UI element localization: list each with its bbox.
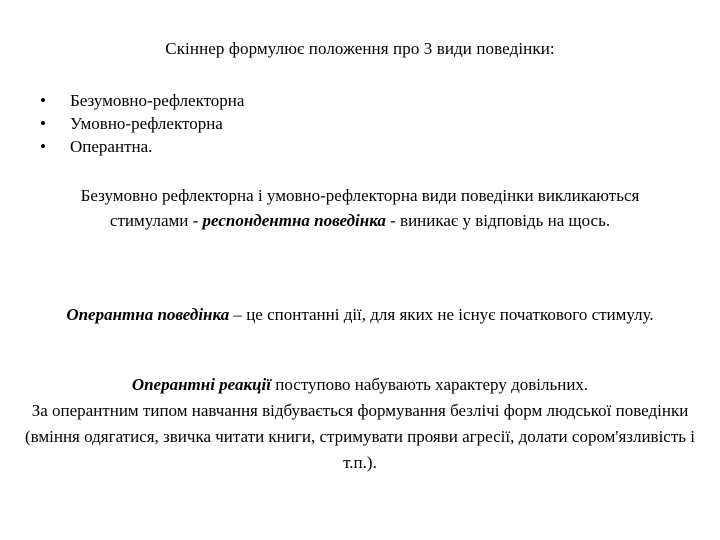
list-item (40, 135, 244, 158)
respondent-paragraph (60, 183, 660, 233)
respondent-text-end: - виникає у відповідь на щось. (385, 211, 611, 230)
operant-reactions-term: Оперантні реакції (131, 375, 271, 394)
operant-paragraph (40, 302, 680, 327)
operant-learning-text: За оперантним типом навчання відбувається формування безлічі форм людської поведінки (вміння одягатися, звичка читати книги, стримувати прояви агресії, долати сором'язливість і т.п.). (24, 401, 696, 472)
list-item-label: Умовно-рефлекторна (70, 114, 223, 133)
bullet-icon: • (40, 137, 46, 156)
operant-reactions-text: поступово набувають характеру довільних. (271, 375, 589, 394)
slide-title: Скіннер формулює положення про 3 види поведінки: (165, 39, 555, 58)
behavior-types-list (40, 89, 244, 158)
list-item (40, 112, 244, 135)
list-item-label: Безумовно-рефлекторна (70, 91, 245, 110)
respondent-term: респондентна поведінка (202, 211, 386, 230)
respondent-text-start: Безумовно рефлекторна і умовно-рефлекторна види поведінки викликаються стимулами - (80, 186, 640, 230)
operant-term: Оперантна поведінка (66, 305, 230, 324)
list-item (40, 89, 244, 112)
bullet-icon: • (40, 91, 46, 110)
bullet-icon: • (40, 114, 46, 133)
operant-text: – це спонтанні дії, для яких не існує початкового стимулу. (229, 305, 654, 324)
list-item-label: Оперантна. (70, 137, 153, 156)
operant-reactions-paragraph (20, 372, 700, 476)
